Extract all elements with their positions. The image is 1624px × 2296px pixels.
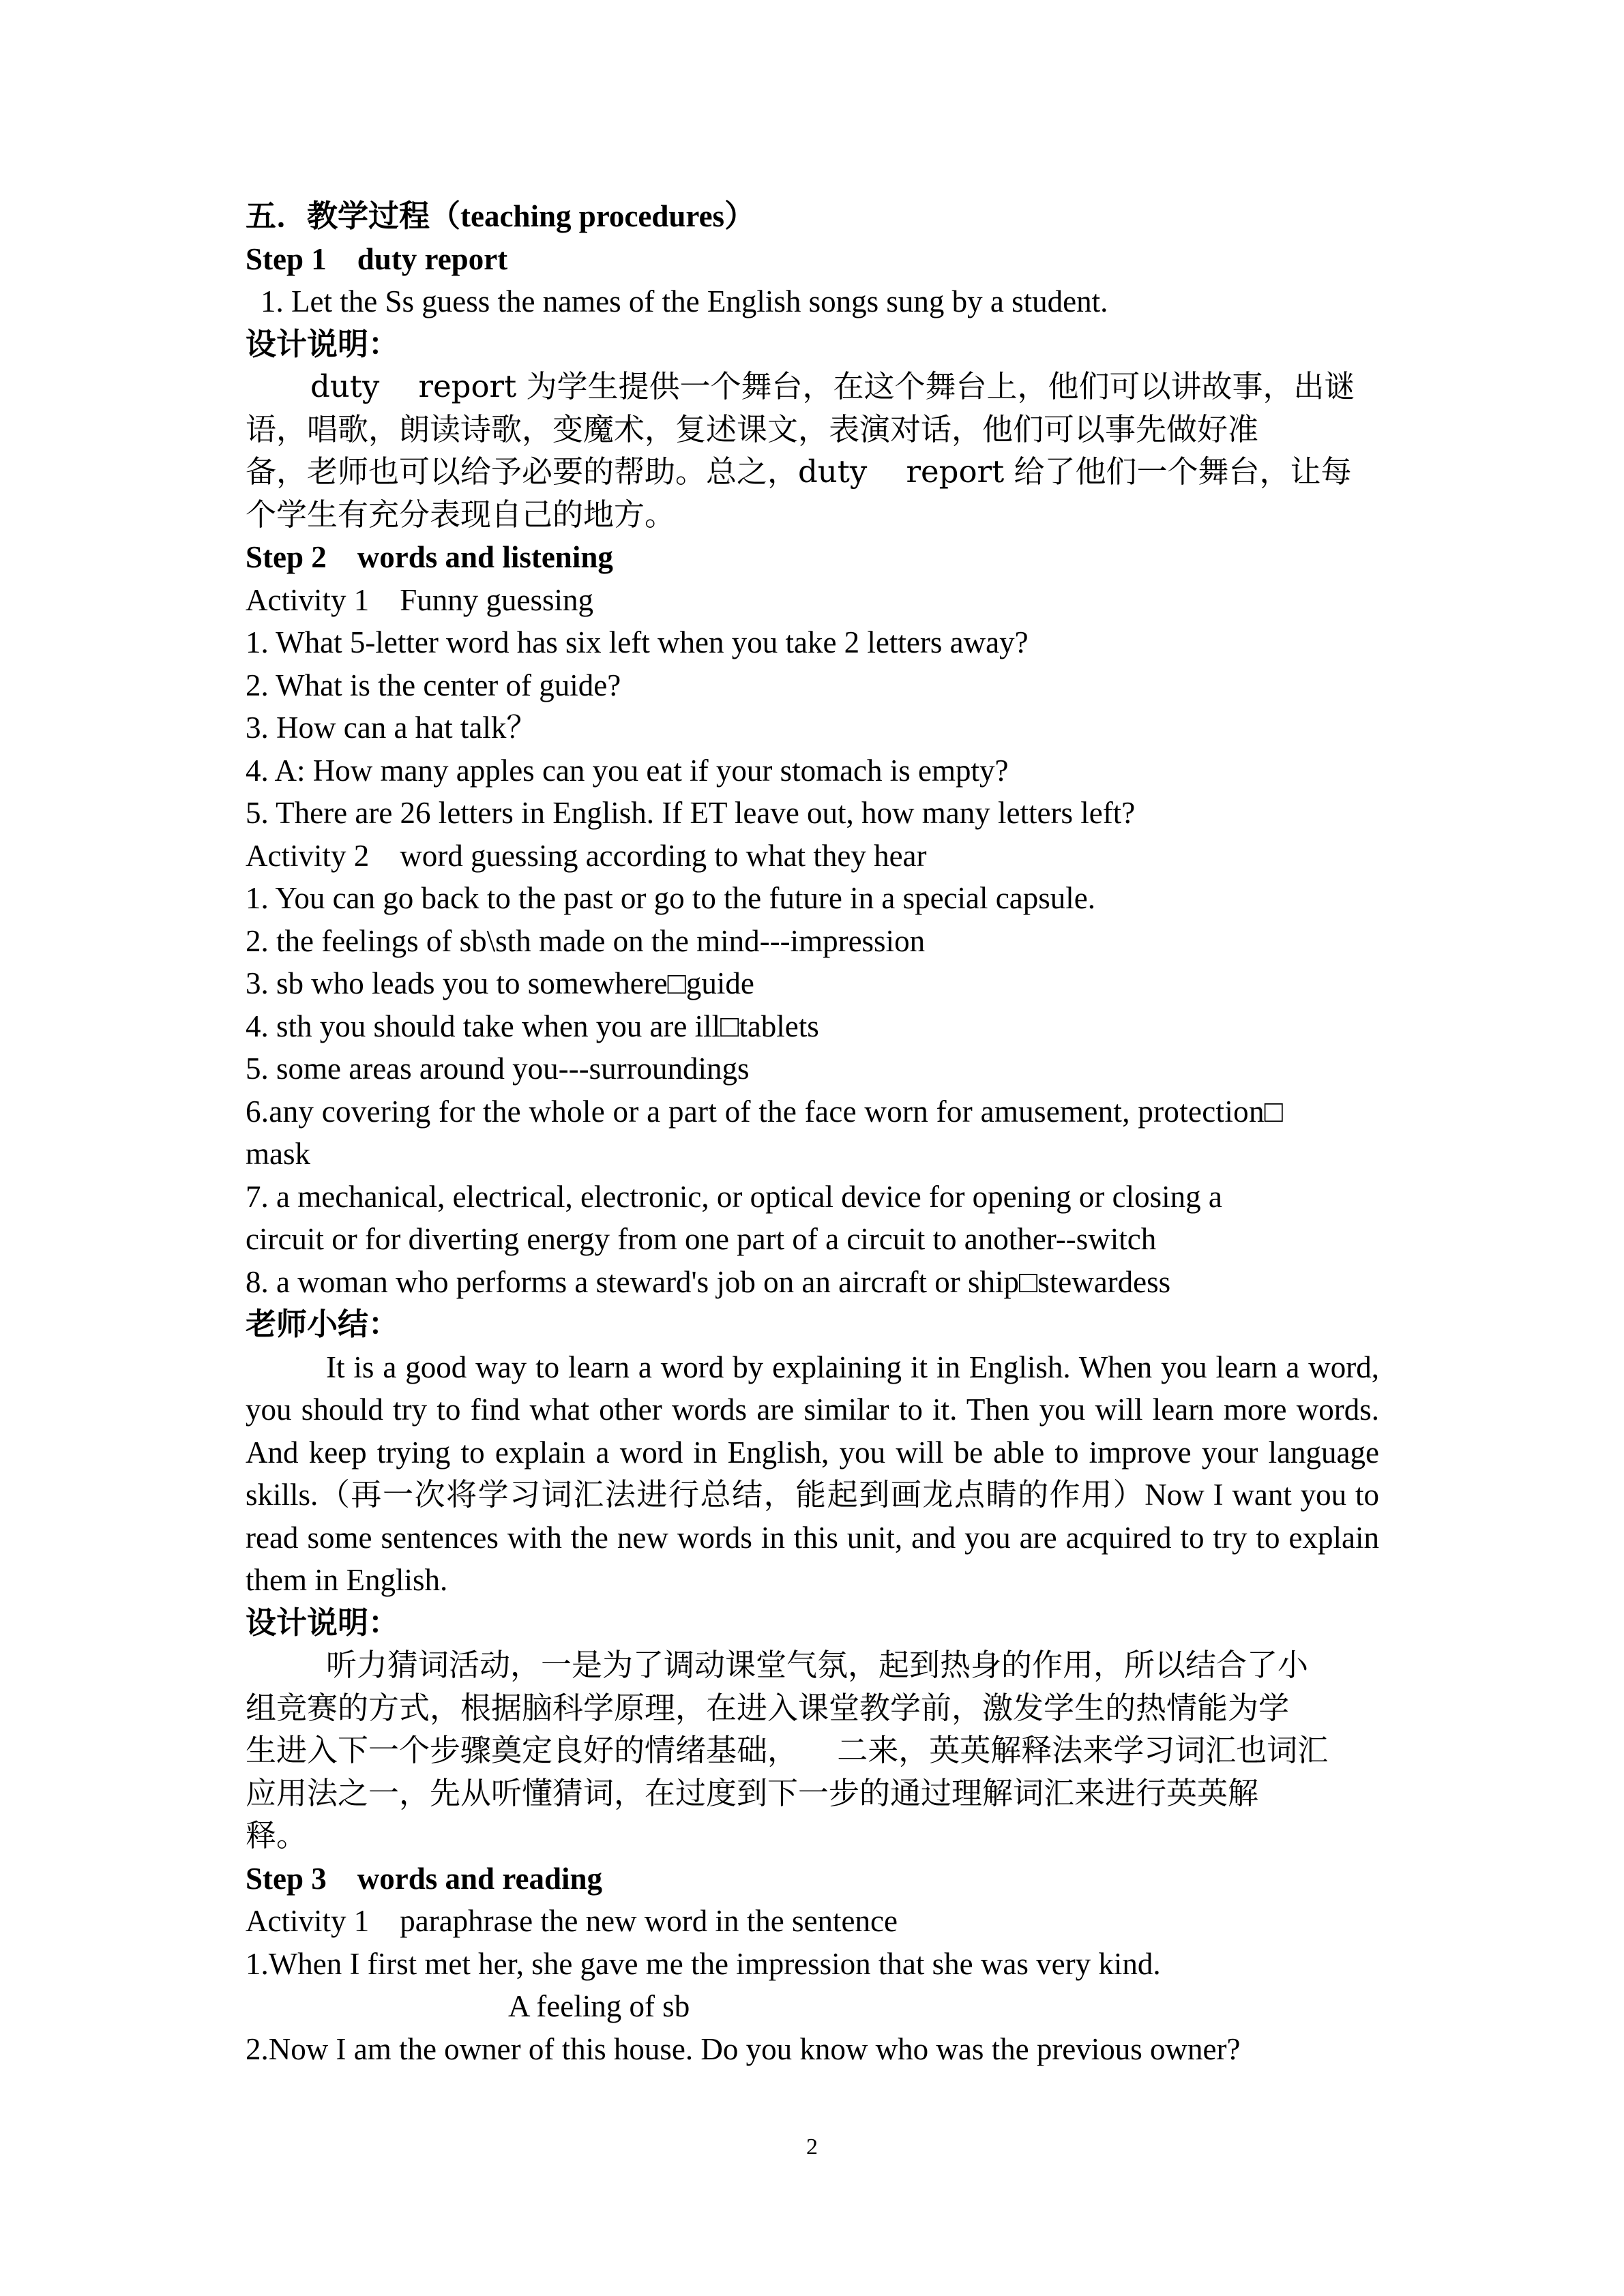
step2-activity2-item-5: 5. some areas around you---surroundings <box>246 1052 750 1086</box>
step2-activity1-item-2: 2. What is the center of guide? <box>246 668 621 702</box>
step2-activity2-item-8: 8. a woman who performs a steward's job on an aircraft or ship□stewardess <box>246 1264 1171 1299</box>
step1-item-1: 1. Let the Ss guess the names of the English songs sung by a student. <box>261 284 1108 318</box>
step2-activity2-item-7-line2: circuit or for diverting energy from one part of a circuit to another--switch <box>246 1222 1157 1256</box>
step2-design-line-5: 释。 <box>246 1817 308 1853</box>
step2-design-line-4: 应用法之一，先从听懂猜词，在过度到下一步的通过理解词汇来进行英英解 <box>246 1774 1259 1811</box>
step1-design-line-3: 备，老师也可以给予必要的帮助。总之，duty report 给了他们一个舞台，让每 <box>246 453 1352 490</box>
step1-design-label: 设计说明： <box>246 325 400 362</box>
step3-activity1-title: Activity 1 paraphrase the new word in the sentence <box>246 1904 898 1938</box>
page-number: 2 <box>806 2134 818 2160</box>
step2-heading: Step 2 words and listening <box>246 540 613 574</box>
step3-heading: Step 3 words and reading <box>246 1861 603 1896</box>
step2-activity2-item-4: 4. sth you should take when you are ill□tablets <box>246 1009 819 1043</box>
step2-activity1-item-1: 1. What 5-letter word has six left when you take 2 letters away? <box>246 625 1029 659</box>
step2-activity1-item-3: 3. How can a hat talk？ <box>246 711 537 745</box>
step2-activity2-item-7-line1: 7. a mechanical, electrical, electronic, or optical device for opening or closing a <box>246 1179 1222 1214</box>
step1-design-line-4: 个学生有充分表现自己的地方。 <box>246 496 676 533</box>
step2-design-line-3: 生进入下一个步骤奠定良好的情绪基础， 二来，英英解释法来学习词汇也词汇 <box>246 1732 1329 1768</box>
step2-activity2-item-6-line1: 6.any covering for the whole or a part of the face worn for amusement, protection□ <box>246 1094 1284 1129</box>
step2-summary-text: It is a good way to learn a word by explaining it in English. When you learn a word, you should try to find what other words are similar to it. Then you will learn more words. And keep trying to explain a word in English, you will be able to improve your language skills.（再一次将学习词汇法进行总结，能起到画龙点睛的作用）Now I want you to read some sentences with the new words in this unit, and you are acquired to try to explain them in English. <box>246 1350 1379 1597</box>
step2-design-line-1: 听力猜词活动，一是为了调动课堂气氛，起到热身的作用，所以结合了小 <box>326 1647 1309 1683</box>
step3-item-1: 1.When I first met her, she gave me the impression that she was very kind. <box>246 1946 1161 1981</box>
document-page <box>246 195 1379 2070</box>
step1-design-line-1: duty report 为学生提供一个舞台，在这个舞台上，他们可以讲故事，出谜 <box>310 368 1355 404</box>
step2-activity1-item-5: 5. There are 26 letters in English. If ET leave out, how many letters left? <box>246 796 1136 830</box>
step3-item-2: 2.Now I am the owner of this house. Do you know who was the previous owner? <box>246 2031 1241 2066</box>
step2-activity2-title: Activity 2 word guessing according to what they hear <box>246 838 927 873</box>
step2-activity2-item-6-line2: mask <box>246 1137 310 1171</box>
section-title: 五．教学过程（teaching procedures） <box>246 199 756 233</box>
step1-design-line-2: 语，唱歌，朗读诗歌，变魔术，复述课文，表演对话，他们可以事先做好准 <box>246 411 1259 447</box>
step2-summary-label: 老师小结： <box>246 1306 400 1342</box>
step2-activity2-item-2: 2. the feelings of sb\sth made on the mind---impression <box>246 923 926 958</box>
step2-design-label: 设计说明： <box>246 1604 400 1641</box>
step2-activity1-title: Activity 1 Funny guessing <box>246 582 594 617</box>
step2-design-line-2: 组竞赛的方式，根据脑科学原理，在进入课堂教学前，激发学生的热情能为学 <box>246 1689 1290 1726</box>
step2-activity2-item-3: 3. sb who leads you to somewhere□guide <box>246 966 754 1000</box>
step1-heading: Step 1 duty report <box>246 241 508 276</box>
step3-item-1-note: A feeling of sb <box>508 1989 690 2023</box>
step2-activity1-item-4: 4. A: How many apples can you eat if your stomach is empty? <box>246 753 1009 788</box>
step2-activity2-item-1: 1. You can go back to the past or go to the future in a special capsule. <box>246 881 1095 915</box>
